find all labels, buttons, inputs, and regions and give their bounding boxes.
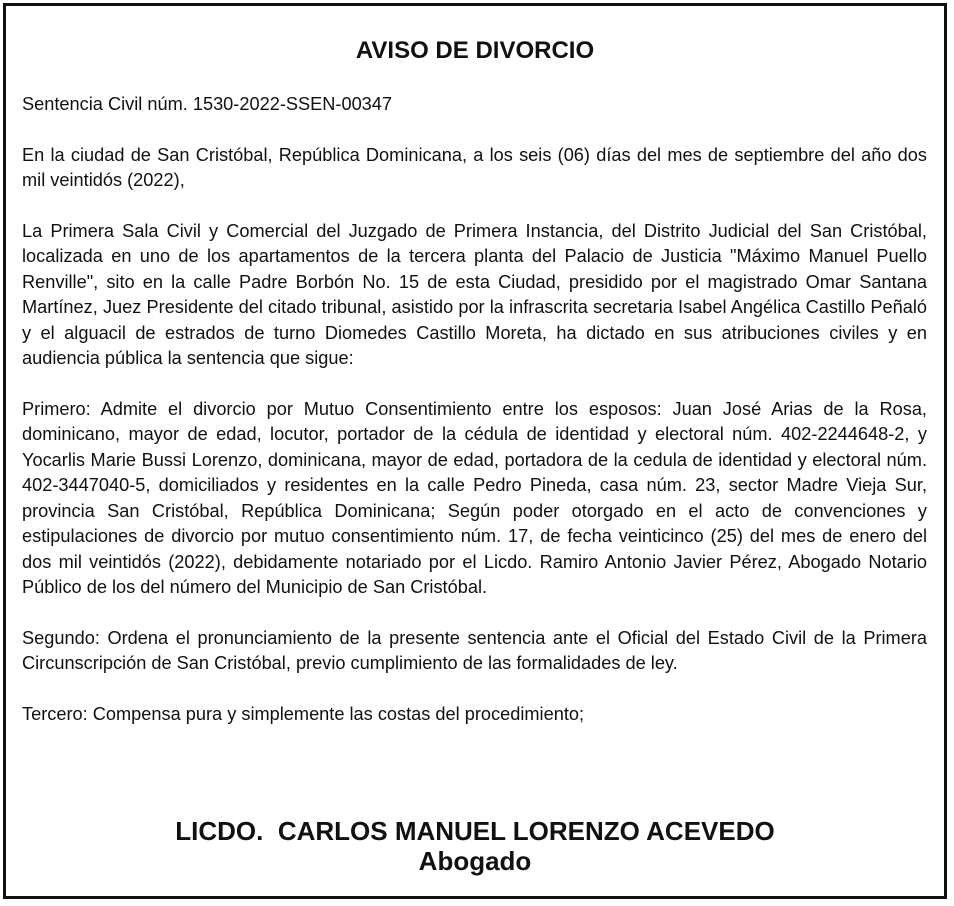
signatory-name: LICDO. CARLOS MANUEL LORENZO ACEVEDO	[175, 816, 775, 846]
signatory-role: Abogado	[418, 846, 532, 876]
third-ruling-paragraph: Tercero: Compensa pura y simplemente las costas del procedimiento;	[22, 703, 585, 724]
notice-title: AVISO DE DIVORCIO	[355, 37, 595, 64]
second-ruling-paragraph: Segundo: Ordena el pronunciamiento de la presente sentencia ante el Oficial del Estado Civil de la Primera Circunscripción de San Cristóbal, previo cumplimiento de las formalidades de ley.	[22, 627, 927, 673]
first-ruling-paragraph: Primero: Admite el divorcio por Mutuo Consentimiento entre los esposos: Juan José Arias de la Rosa, dominicano, mayor de edad, locutor, portador de la cédula de identidad y electoral núm. 402-2244648-2, y Yocarlis Marie Bussi Lorenzo, dominicana, mayor de edad, portadora de la cedula de identidad y electoral núm. 402-3447040-5, domiciliados y residentes en la calle Pedro Pineda, casa núm. 23, sector Madre Vieja Sur, provincia San Cristóbal, República Dominicana; Según poder otorgado en el acto de convenciones y estipulaciones de divorcio por mutuo consentimiento núm. 17, de fecha veinticinco (25) del mes de enero del dos mil veintidós (2022), debidamente notariado por el Licdo. Ramiro Antonio Javier Pérez, Abogado Notario Público de los del número del Municipio de San Cristóbal.	[22, 398, 927, 597]
notice-frame	[3, 3, 947, 899]
sentence-reference: Sentencia Civil núm. 1530-2022-SSEN-00347	[22, 94, 393, 114]
court-paragraph: La Primera Sala Civil y Comercial del Juzgado de Primera Instancia, del Distrito Judicial del San Cristóbal, localizada en uno de los apartamentos de la tercera planta del Palacio de Justicia "Máximo Manuel Puello Renville", sito en la calle Padre Borbón No. 15 de esta Ciudad, presidido por el magistrado Omar Santana Martínez, Juez Presidente del citado tribunal, asistido por la infrascrita secretaria Isabel Angélica Castillo Peñaló y el alguacil de estrados de turno Diomedes Castillo Moreta, ha dictado en sus atribuciones civiles y en audiencia pública la sentencia que sigue:	[22, 220, 927, 368]
signature-block	[6, 816, 944, 876]
notice-body	[22, 92, 927, 752]
date-paragraph: En la ciudad de San Cristóbal, República Dominicana, a los seis (06) días del mes de septiembre del año dos mil veintidós (2022),	[22, 144, 927, 190]
